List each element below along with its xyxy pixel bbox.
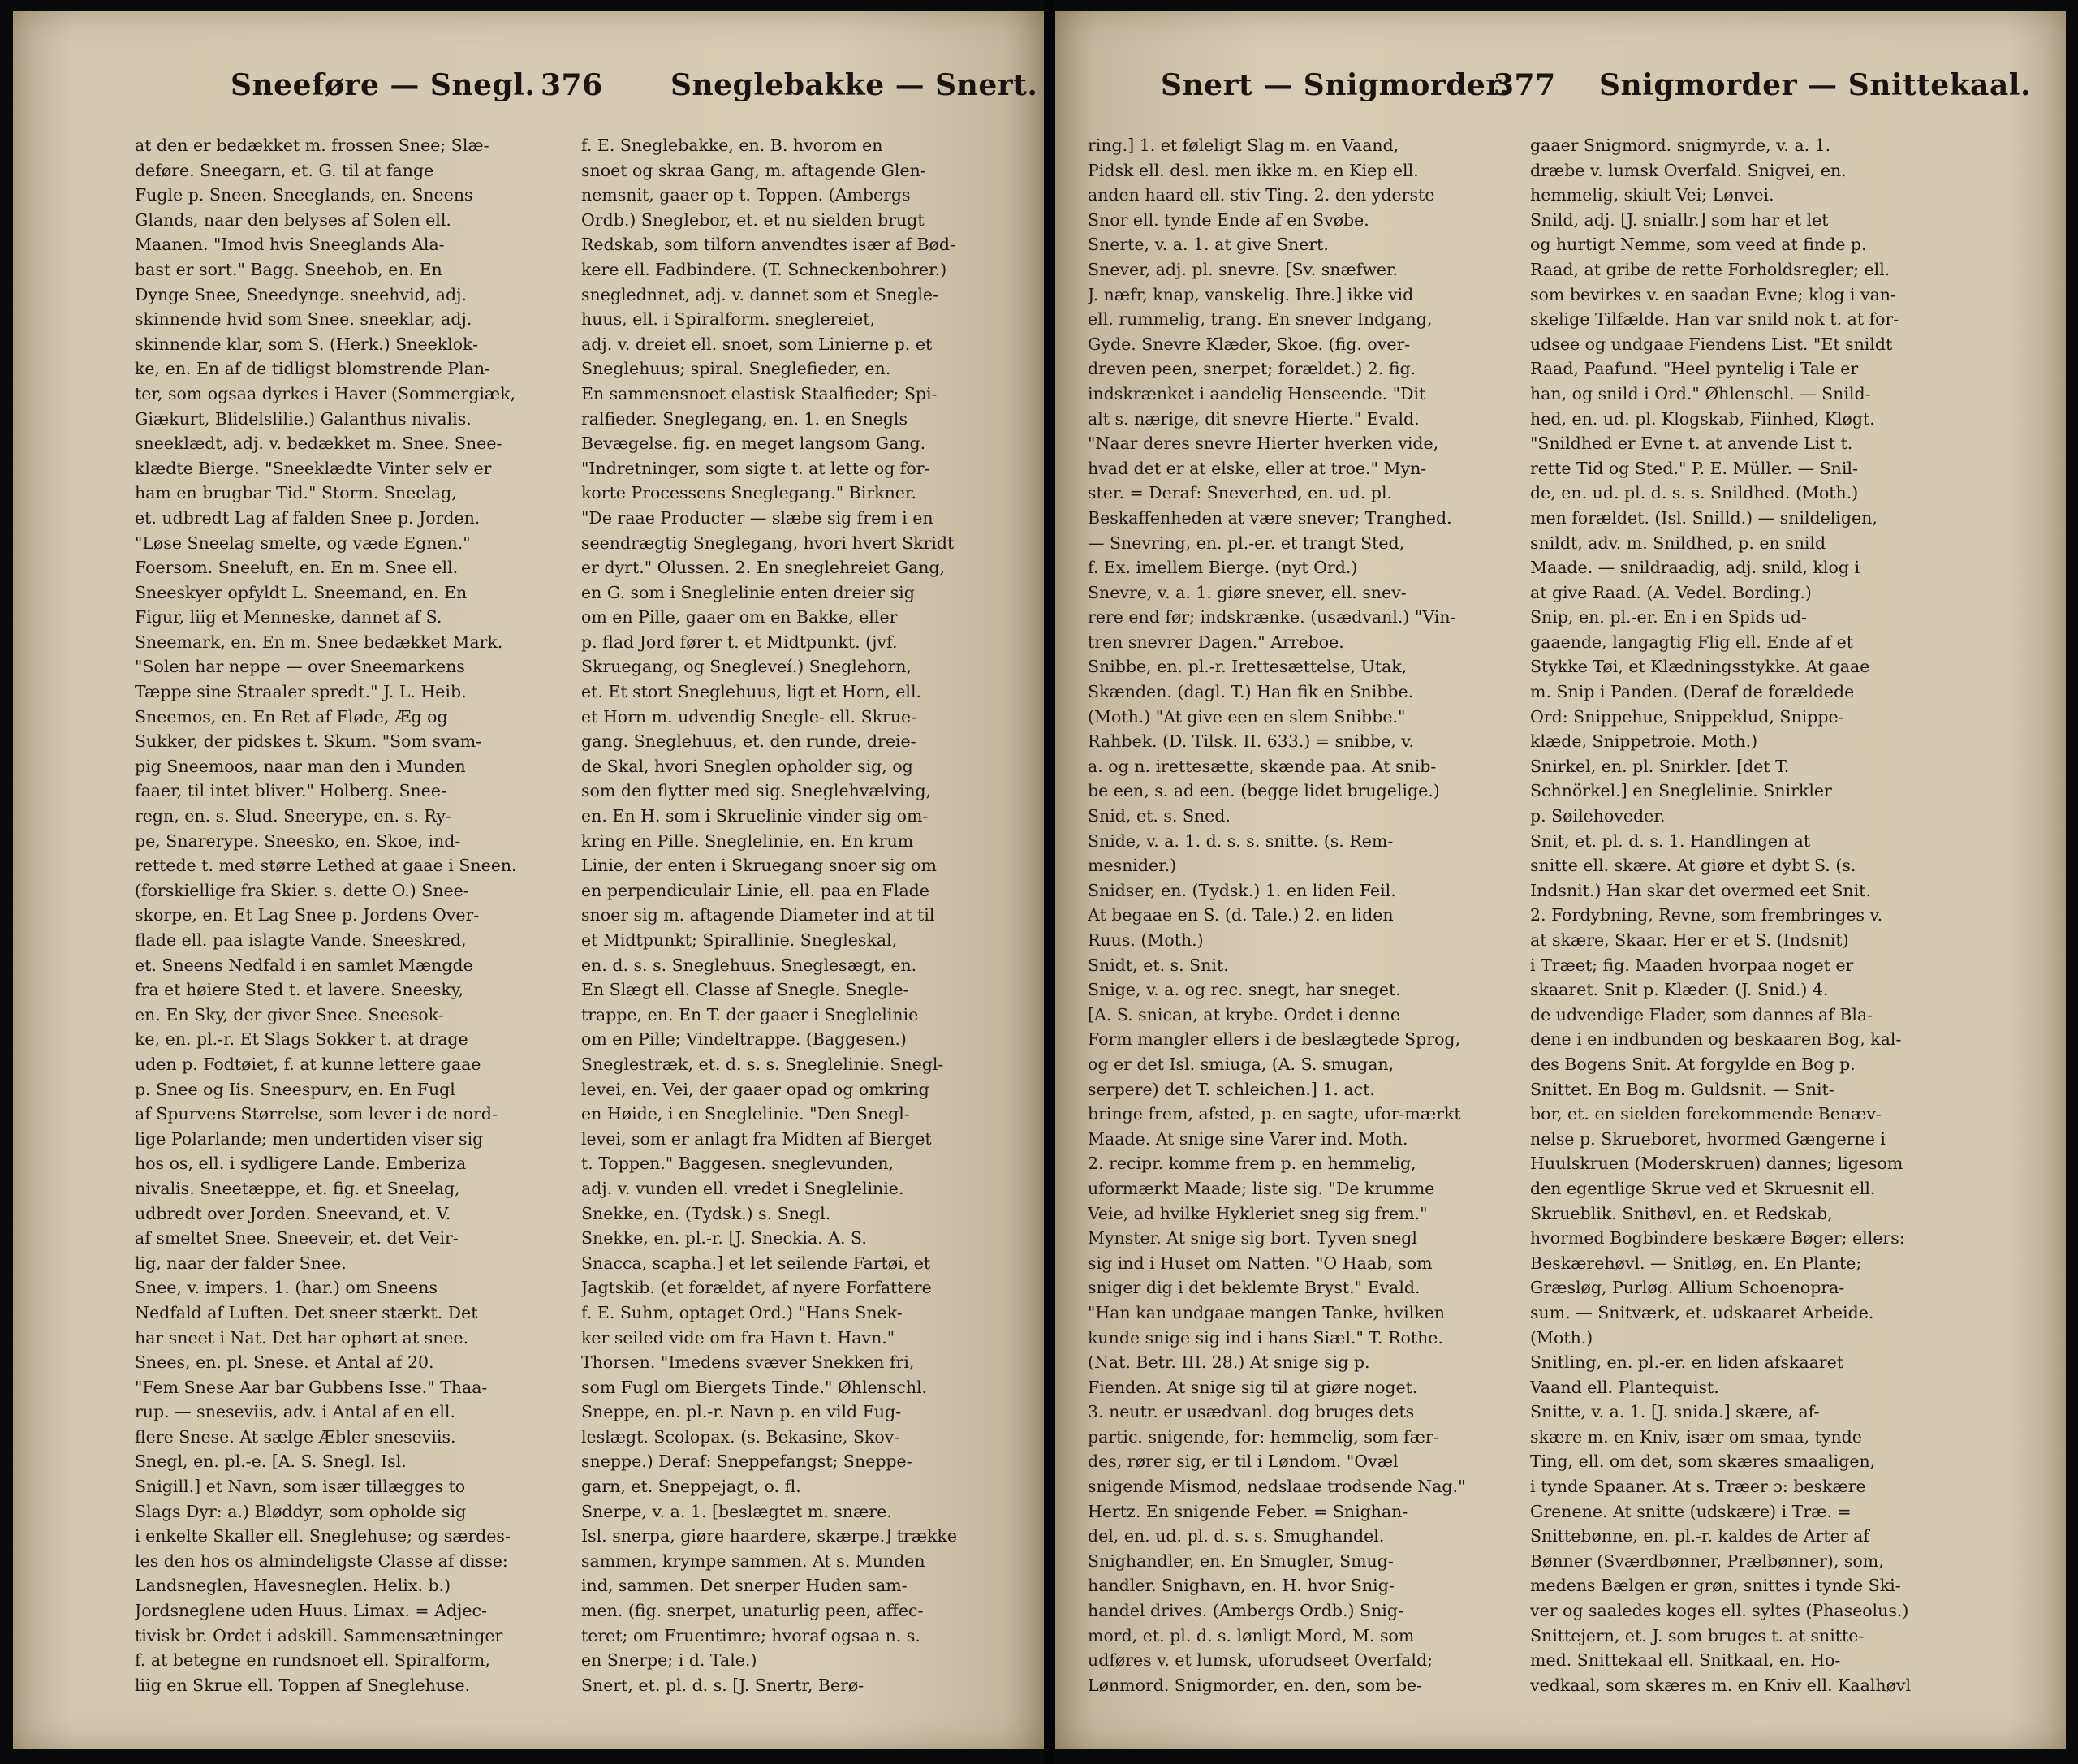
text-line: Isl. snerpa, giøre haardere, skærpe.] trække <box>581 1526 957 1546</box>
page-number: 377 <box>1494 68 1556 102</box>
text-line: Snitling, en. pl.-er. en liden afskaaret <box>1530 1352 1844 1373</box>
text-line: flere Snese. At sælge Æbler sneseviis. <box>135 1426 456 1447</box>
text-line: rette Tid og Sted." P. E. Müller. — Snil- <box>1530 458 1858 478</box>
text-line: snigende Mismod, nedslaae trodsende Nag." <box>1088 1477 1466 1497</box>
text-line: nelse p. Skrueboret, hvormed Gængerne i <box>1530 1128 1886 1149</box>
text-line: "Fem Snese Aar bar Gubbens Isse." Thaa- <box>135 1377 488 1397</box>
text-line: Giækurt, Blidelslilie.) Galanthus nivalis. <box>135 408 472 429</box>
text-line: f. E. Sneglebakke, en. B. hvorom en <box>581 136 883 155</box>
text-line: Pidsk ell. desl. men ikke m. en Kiep ell. <box>1088 160 1419 180</box>
text-line: Skænden. (dagl. T.) Han fik en Snibbe. <box>1088 682 1414 702</box>
text-line: rere end før; indskrænke. (usædvanl.) "Vin- <box>1088 607 1456 628</box>
running-head-left <box>13 68 1044 125</box>
text-line: vedkaal, som skæres m. en Kniv ell. Kaalhøvl <box>1530 1675 1912 1695</box>
text-line: uden p. Fodtøiet, f. at kunne lettere gaae <box>135 1054 481 1074</box>
text-line: hvad det er at elske, eller at troe." Myn- <box>1088 458 1427 478</box>
text-line: ker seiled vide om fra Havn t. Havn." <box>581 1327 895 1348</box>
text-line: En sammensnoet elastisk Staalfieder; Spi- <box>581 383 938 403</box>
text-line: som Fugl om Biergets Tinde." Øhlenschl. <box>581 1377 928 1397</box>
text-line: At begaae en S. (d. Tale.) 2. en liden <box>1088 905 1394 925</box>
text-line: indskrænket i aandelig Henseende. "Dit <box>1088 383 1426 403</box>
text-line: handel drives. (Ambergs Ordb.) Snig- <box>1088 1601 1403 1621</box>
text-line: trappe, en. En T. der gaaer i Sneglelinie <box>581 1004 919 1024</box>
text-line: serpere) det T. schleichen.] 1. act. <box>1088 1079 1375 1099</box>
text-line: (Moth.) "At give een en slem Snibbe." <box>1088 706 1406 727</box>
text-line: Huulskruen (Moderskruen) dannes; ligesom <box>1530 1154 1903 1174</box>
text-line: Form mangler ellers i de beslægtede Sprog, <box>1088 1029 1461 1050</box>
text-line: lige Polarlande; men undertiden viser sig <box>135 1128 484 1149</box>
text-line: Tæppe sine Straaler spredt." J. L. Heib. <box>135 682 467 702</box>
text-line: Sneemark, en. En m. Snee bedækket Mark. <box>135 632 503 652</box>
text-line: "Snildhed er Evne t. at anvende List t. <box>1530 433 1853 454</box>
text-line: Fugle p. Sneen. Sneeglands, en. Sneens <box>135 185 473 205</box>
text-line: Schnörkel.] en Sneglelinie. Snirkler <box>1530 781 1832 801</box>
text-line: teret; om Fruentimre; hvoraf ogsaa n. s. <box>581 1625 920 1645</box>
text-line: nemsnit, gaaer op t. Toppen. (Ambergs <box>581 185 911 205</box>
text-line: garn, et. Sneppejagt, o. fl. <box>581 1477 801 1497</box>
text-line: Snekke, en. (Tydsk.) s. Snegl. <box>581 1203 831 1223</box>
text-line: Snee, v. impers. 1. (har.) om Sneens <box>135 1278 438 1298</box>
text-line: p. flad Jord fører t. et Midtpunkt. (jvf. <box>581 632 898 652</box>
text-line: leslægt. Scolopax. (s. Bekasine, Skov- <box>581 1426 900 1447</box>
text-line: af smeltet Snee. Sneeveir, et. det Veir- <box>135 1228 459 1249</box>
text-line: (Nat. Betr. III. 28.) At snige sig p. <box>1088 1352 1370 1373</box>
text-line: Sneppe, en. pl.-r. Navn p. en vild Fug- <box>581 1402 902 1422</box>
header-right-catchword: Snigmorder — Snittekaal. <box>1599 68 2032 102</box>
text-line: Veie, ad hvilke Hykleriet sneg sig frem." <box>1088 1203 1428 1223</box>
text-line: Snerte, v. a. 1. at give Snert. <box>1088 235 1329 255</box>
text-line: (forskiellige fra Skier. s. dette O.) Snee- <box>135 880 469 900</box>
text-line: Snibbe, en. pl.-r. Irettesættelse, Utak, <box>1088 657 1408 677</box>
text-line: og er det Isl. smiuga, (A. S. smugan, <box>1088 1054 1395 1074</box>
text-line: Snor ell. tynde Ende af en Svøbe. <box>1088 209 1369 230</box>
text-line: be een, s. ad een. (begge lidet brugelige.) <box>1088 781 1440 801</box>
text-line: Maade. — snildraadig, adj. snild, klog i <box>1530 558 1860 578</box>
text-line: udsee og undgaae Fiendens List. "Et snildt <box>1530 334 1893 354</box>
text-column-1 <box>135 133 577 1724</box>
text-line: des, rører sig, er til i Løndom. "Ovæl <box>1088 1451 1399 1472</box>
text-column-2 <box>1530 133 1972 1724</box>
text-line: "Indretninger, som sigte t. at lette og for- <box>581 458 930 478</box>
text-line: Snert, et. pl. d. s. [J. Snertr, Berø- <box>581 1675 864 1695</box>
text-line: faaer, til intet bliver." Holberg. Snee- <box>135 781 446 801</box>
text-line: Beskaffenheden at være snever; Tranghed. <box>1088 507 1452 528</box>
text-line: Snidt, et. s. Snit. <box>1088 955 1229 975</box>
text-column-1 <box>1088 133 1530 1724</box>
text-line: Sukker, der pidskes t. Skum. "Som svam- <box>135 731 482 752</box>
text-line: Snide, v. a. 1. d. s. s. snitte. (s. Rem- <box>1088 830 1394 851</box>
text-line: liig en Skrue ell. Toppen af Sneglehuse. <box>135 1675 471 1695</box>
text-line: en Høide, i en Sneglelinie. "Den Snegl- <box>581 1104 910 1124</box>
text-line: seendrægtig Sneglegang, hvori hvert Skridt <box>581 533 955 553</box>
text-line: Snittebønne, en. pl.-r. kaldes de Arter af <box>1530 1526 1869 1546</box>
right-page <box>1055 11 2066 1749</box>
text-line: Græsløg, Purløg. Allium Schoenopra- <box>1530 1278 1845 1298</box>
text-line: at skære, Skaar. Her er et S. (Indsnit) <box>1530 930 1849 950</box>
text-line: skorpe, en. Et Lag Snee p. Jordens Over- <box>135 905 480 925</box>
text-line: Fienden. At snige sig til at giøre noget. <box>1088 1377 1418 1397</box>
text-line: Dynge Snee, Sneedynge. sneehvid, adj. <box>135 284 467 304</box>
text-line: partic. snigende, for: hemmelig, som fær- <box>1088 1426 1439 1447</box>
text-line: lig, naar der falder Snee. <box>135 1253 347 1273</box>
text-line: Snidser, en. (Tydsk.) 1. en liden Feil. <box>1088 880 1396 900</box>
text-line: Snild, adj. [J. sniallr.] som har et let <box>1530 209 1829 230</box>
text-line: de, en. ud. pl. d. s. s. Snildhed. (Moth.) <box>1530 483 1859 503</box>
text-line: alt s. nærige, dit snevre Hierte." Evald. <box>1088 408 1420 429</box>
text-line: ster. = Deraf: Sneverhed, en. ud. pl. <box>1088 483 1393 503</box>
text-line: [A. S. snican, at krybe. Ordet i denne <box>1088 1004 1400 1024</box>
text-line: levei, en. Vei, der gaaer opad og omkring <box>581 1079 929 1099</box>
text-line: Skrueblik. Snithøvl, en. et Redskab, <box>1530 1203 1833 1223</box>
text-line: sniger dig i det beklemte Bryst." Evald. <box>1088 1278 1421 1298</box>
text-line: som bevirkes v. en saadan Evne; klog i van- <box>1530 284 1896 304</box>
text-line: som den flytter med sig. Sneglehvælving, <box>581 781 932 801</box>
book-gutter <box>1044 0 1055 1764</box>
text-line: Glands, naar den belyses af Solen ell. <box>135 209 451 230</box>
text-line: en. En Sky, der giver Snee. Sneesok- <box>135 1004 444 1024</box>
text-line: han, og snild i Ord." Øhlenschl. — Snild- <box>1530 383 1871 403</box>
text-line: ind, sammen. Det snerper Huden sam- <box>581 1576 908 1596</box>
text-line: Jordsneglene uden Huus. Limax. = Adjec- <box>135 1601 487 1621</box>
text-line: en G. som i Sneglelinie enten dreier sig <box>581 582 915 602</box>
text-line: Ting, ell. om det, som skæres smaaligen, <box>1530 1451 1876 1472</box>
text-line: de udvendige Flader, som dannes af Bla- <box>1530 1004 1873 1024</box>
text-line: i enkelte Skaller ell. Sneglehuse; og særdes- <box>135 1526 511 1546</box>
text-line: den egentlige Skrue ved et Skruesnit ell. <box>1530 1178 1876 1198</box>
text-line: ver og saaledes koges ell. syltes (Phaseolus.) <box>1530 1601 1909 1621</box>
text-line: ell. rummelig, trang. En snever Indgang, <box>1088 309 1433 330</box>
text-line: Linie, der enten i Skruegang snoer sig om <box>581 856 937 876</box>
text-line: Bønner (Sværdbønner, Prælbønner), som, <box>1530 1551 1884 1571</box>
text-line: del, en. ud. pl. d. s. s. Smughandel. <box>1088 1526 1385 1546</box>
text-line: kere ell. Fadbindere. (T. Schneckenbohrer.) <box>581 259 947 279</box>
text-line: i Træet; fig. Maaden hvorpaa noget er <box>1530 955 1854 975</box>
text-line: 2. Fordybning, Revne, som frembringes v. <box>1530 905 1883 925</box>
text-line: "Naar deres snevre Hierter hverken vide, <box>1088 433 1439 454</box>
text-line: Snit, et. pl. d. s. 1. Handlingen at <box>1530 830 1811 851</box>
text-line: snoer sig m. aftagende Diameter ind at til <box>581 905 935 925</box>
text-line: skinnende klar, som S. (Herk.) Sneeklok- <box>135 334 479 354</box>
text-line: Sneglehuus; spiral. Sneglefieder, en. <box>581 359 891 379</box>
text-line: en. d. s. s. Sneglehuus. Sneglesægt, en. <box>581 955 917 975</box>
text-line: Landsneglen, Havesneglen. Helix. b.) <box>135 1576 451 1596</box>
text-line: har sneet i Nat. Det har ophørt at snee. <box>135 1327 469 1348</box>
text-line: hed, en. ud. pl. Klogskab, Fiinhed, Kløgt. <box>1530 408 1875 429</box>
text-line: Snige, v. a. og rec. snegt, har sneget. <box>1088 980 1401 1000</box>
text-line: sneeklædt, adj. v. bedækket m. Snee. Snee- <box>135 433 502 454</box>
text-line: bringe frem, afsted, p. en sagte, ufor-mærkt <box>1088 1104 1461 1124</box>
text-line: Redskab, som tilforn anvendtes især af Bød- <box>581 235 955 255</box>
text-line: ke, en. pl.-r. Et Slags Sokker t. at drage <box>135 1029 468 1050</box>
text-line: snitte ell. skære. At giøre et dybt S. (s. <box>1530 856 1856 876</box>
text-line: Vaand ell. Plantequist. <box>1530 1377 1719 1397</box>
text-line: en Snerpe; i d. Tale.) <box>581 1650 757 1671</box>
text-line: hos os, ell. i sydligere Lande. Emberiza <box>135 1154 467 1174</box>
text-line: huus, ell. i Spiralform. sneglereiet, <box>581 309 876 330</box>
text-line: "De raae Producter — slæbe sig frem i en <box>581 507 933 528</box>
text-line: med. Snittekaal ell. Snitkaal, en. Ho- <box>1530 1650 1841 1671</box>
text-line: snoet og skraa Gang, m. aftagende Glen- <box>581 160 926 180</box>
text-line: f. E. Suhm, optaget Ord.) "Hans Snek- <box>581 1302 903 1322</box>
text-line: en perpendiculair Linie, ell. paa en Flade <box>581 880 929 900</box>
text-line: ter, som ogsaa dyrkes i Haver (Sommergiæk, <box>135 383 516 403</box>
text-line: sneppe.) Deraf: Sneppefangst; Sneppe- <box>581 1451 912 1472</box>
text-line: les den hos os almindeligste Classe af disse: <box>135 1551 508 1571</box>
text-line: Sneemos, en. En Ret af Fløde, Æg og <box>135 706 448 727</box>
text-line: anden haard ell. stiv Ting. 2. den yderste <box>1088 185 1435 205</box>
text-line: Snittet. En Bog m. Guldsnit. — Snit- <box>1530 1079 1834 1099</box>
text-line: et Horn m. udvendig Snegle- ell. Skrue- <box>581 706 917 727</box>
text-line: Maanen. "Imod hvis Sneeglands Ala- <box>135 235 445 255</box>
text-line: pe, Snarerype. Sneesko, en. Skoe, ind- <box>135 830 461 851</box>
text-line: skinnende hvid som Snee. sneeklar, adj. <box>135 309 472 330</box>
text-line: af Spurvens Størrelse, som lever i de nord- <box>135 1104 498 1124</box>
left-page <box>13 11 1044 1749</box>
text-line: Snacca, scapha.] et let seilende Fartøi, et <box>581 1253 931 1273</box>
text-line: regn, en. s. Slud. Sneerype, en. s. Ry- <box>135 806 451 826</box>
text-line: — Snevring, en. pl.-er. et trangt Sted, <box>1088 533 1405 553</box>
text-line: des Bogens Snit. At forgylde en Bog p. <box>1530 1054 1856 1074</box>
text-line: snildt, adv. m. Snildhed, p. en snild <box>1530 533 1826 553</box>
text-line: medens Bælgen er grøn, snittes i tynde Ski- <box>1530 1576 1901 1596</box>
text-line: Skruegang, og Snegleveí.) Sneglehorn, <box>581 657 912 677</box>
text-line: Sneeskyer opfyldt L. Sneemand, en. En <box>135 582 468 602</box>
text-line: Snid, et. s. Sned. <box>1088 806 1231 826</box>
text-line: Rahbek. (D. Tilsk. II. 633.) = snibbe, v. <box>1088 731 1414 752</box>
text-line: gaaer Snigmord. snigmyrde, v. a. 1. <box>1530 136 1831 155</box>
text-line: Snever, adj. pl. snevre. [Sv. snæfwer. <box>1088 259 1399 279</box>
text-line: hemmelig, skiult Vei; Lønvei. <box>1530 185 1774 205</box>
text-line: dræbe v. lumsk Overfald. Snigvei, en. <box>1530 160 1847 180</box>
text-line: Raad, at gribe de rette Forholdsregler; ell. <box>1530 259 1890 279</box>
text-line: de Skal, hvori Sneglen opholder sig, og <box>581 756 913 776</box>
text-line: et. Et stort Sneglehuus, ligt et Horn, ell. <box>581 682 922 702</box>
text-line: Snegl, en. pl.-e. [A. S. Snegl. Isl. <box>135 1451 407 1472</box>
text-line: Thorsen. "Imedens svæver Snekken fri, <box>581 1352 915 1373</box>
text-line: Snip, en. pl.-er. En i en Spids ud- <box>1530 607 1807 628</box>
text-line: Stykke Tøi, et Klædningsstykke. At gaae <box>1530 657 1870 677</box>
text-line: men forældet. (Isl. Snilld.) — snildeligen, <box>1530 507 1878 528</box>
text-line: kring en Pille. Sneglelinie, en. En krum <box>581 830 914 851</box>
text-line: sig ind i Huset om Natten. "O Haab, som <box>1088 1253 1433 1273</box>
text-line: En Slægt ell. Classe af Snegle. Snegle- <box>581 980 909 1000</box>
text-line: mord, et. pl. d. s. lønligt Mord, M. som <box>1088 1625 1415 1645</box>
text-line: pig Sneemoos, naar man den i Munden <box>135 756 466 776</box>
text-line: uformærkt Maade; liste sig. "De krumme <box>1088 1178 1435 1198</box>
text-line: ralfieder. Sneglegang, en. 1. en Snegls <box>581 408 908 429</box>
text-line: gang. Sneglehuus, et. den runde, dreie- <box>581 731 916 752</box>
text-line: Snees, en. pl. Snese. et Antal af 20. <box>135 1352 434 1373</box>
text-line: om en Pille, gaaer om en Bakke, eller <box>581 607 898 628</box>
text-line: Jagtskib. (et forældet, af nyere Forfattere <box>581 1278 932 1298</box>
text-line: deføre. Sneegarn, et. G. til at fange <box>135 160 434 180</box>
text-line: Grenene. At snitte (udskære) i Træ. = <box>1530 1501 1852 1521</box>
text-line: levei, som er anlagt fra Midten af Bierget <box>581 1128 932 1149</box>
text-line: og hurtigt Nemme, som veed at finde p. <box>1530 235 1867 255</box>
text-line: i tynde Spaaner. At s. Træer ɔ: beskære <box>1530 1477 1866 1497</box>
text-line: Gyde. Snevre Klæder, Skoe. (fig. over- <box>1088 334 1411 354</box>
text-line: ring.] 1. et føleligt Slag m. en Vaand, <box>1088 136 1399 155</box>
text-line: Snekke, en. pl.-r. [J. Sneckia. A. S. <box>581 1228 867 1249</box>
text-line: Mynster. At snige sig bort. Tyven snegl <box>1088 1228 1417 1249</box>
text-line: Ord: Snippehue, Snippeklud, Snippe- <box>1530 706 1844 727</box>
page-number: 376 <box>541 68 603 102</box>
text-line: Snigill.] et Navn, som især tillægges to <box>135 1477 466 1497</box>
text-line: (Moth.) <box>1530 1327 1593 1348</box>
text-line: mesnider.) <box>1088 856 1177 876</box>
text-line: nivalis. Sneetæppe, et. fig. et Sneelag, <box>135 1178 460 1198</box>
text-line: a. og n. irettesætte, skænde paa. At snib- <box>1088 756 1437 776</box>
text-line: hvormed Bogbindere beskære Bøger; ellers: <box>1530 1228 1905 1249</box>
text-line: tivisk br. Ordet i adskill. Sammensætninger <box>135 1625 503 1645</box>
text-line: Snitte, v. a. 1. [J. snida.] skære, af- <box>1530 1402 1820 1422</box>
text-line: om en Pille; Vindeltrappe. (Baggesen.) <box>581 1029 907 1050</box>
text-line: klædte Bierge. "Sneeklædte Vinter selv er <box>135 458 492 478</box>
text-line: et. Sneens Nedfald i en samlet Mængde <box>135 955 473 975</box>
text-line: Snerpe, v. a. 1. [beslægtet m. snære. <box>581 1501 892 1521</box>
text-line: p. Snee og Iis. Sneespurv, en. En Fugl <box>135 1079 455 1099</box>
running-head-right <box>1055 68 2066 125</box>
text-line: Lønmord. Snigmorder, en. den, som be- <box>1088 1675 1423 1695</box>
text-line: fra et høiere Sted t. et lavere. Sneesky, <box>135 980 464 1000</box>
header-left-catchword: Snert — Snigmorder. <box>1161 68 1510 102</box>
text-line: sammen, krympe sammen. At s. Munden <box>581 1551 925 1571</box>
text-line: 3. neutr. er usædvanl. dog bruges dets <box>1088 1402 1415 1422</box>
text-line: gaaende, langagtig Flig ell. Ende af et <box>1530 632 1853 652</box>
text-line: skære m. en Kniv, især om smaa, tynde <box>1530 1426 1862 1447</box>
text-line: Snittejern, et. J. som bruges t. at snitte- <box>1530 1625 1865 1645</box>
text-line: "Solen har neppe — over Sneemarkens <box>135 657 465 677</box>
text-line: ham en brugbar Tid." Storm. Sneelag, <box>135 483 457 503</box>
text-line: Figur, liig et Menneske, dannet af S. <box>135 607 442 628</box>
text-line: 2. recipr. komme frem p. en hemmelig, <box>1088 1154 1416 1174</box>
text-line: ke, en. En af de tidligst blomstrende Plan- <box>135 359 490 379</box>
text-line: Snevre, v. a. 1. giøre snever, ell. snev- <box>1088 582 1407 602</box>
text-line: tren snevrer Dagen." Arreboe. <box>1088 632 1344 652</box>
text-line: Bevægelse. fig. en meget langsom Gang. <box>581 433 926 454</box>
text-line: f. at betegne en rundsnoet ell. Spiralform, <box>135 1650 490 1671</box>
text-line: et. udbredt Lag af falden Snee p. Jorden. <box>135 507 481 528</box>
text-line: flade ell. paa islagte Vande. Sneeskred, <box>135 930 467 950</box>
text-line: skaaret. Snit p. Klæder. (J. Snid.) 4. <box>1530 980 1829 1000</box>
text-line: Sneglestræk, et. d. s. s. Sneglelinie. Snegl- <box>581 1054 944 1074</box>
text-line: rup. — sneseviis, adv. i Antal af en ell. <box>135 1402 456 1422</box>
text-line: handler. Snighavn, en. H. hvor Snig- <box>1088 1576 1395 1596</box>
text-line: adj. v. dreiet ell. snoet, som Linierne p. et <box>581 334 933 354</box>
text-line: "Løse Sneelag smelte, og væde Egnen." <box>135 533 471 553</box>
text-line: t. Toppen." Baggesen. sneglevunden, <box>581 1154 894 1174</box>
text-line: adj. v. vunden ell. vredet i Sneglelinie. <box>581 1178 904 1198</box>
text-line: Snirkel, en. pl. Snirkler. [det T. <box>1530 756 1790 776</box>
text-line: Raad, Paafund. "Heel pyntelig i Tale er <box>1530 359 1859 379</box>
text-line: en. En H. som i Skruelinie vinder sig om- <box>581 806 929 826</box>
text-line: dene i en indbunden og beskaaren Bog, kal- <box>1530 1029 1902 1050</box>
text-line: bor, et. en sielden forekommende Benæv- <box>1530 1104 1882 1124</box>
text-line: "Han kan undgaae mangen Tanke, hvilken <box>1088 1302 1445 1322</box>
text-line: Foersom. Sneeluft, en. En m. Snee ell. <box>135 558 459 578</box>
text-line: udføres v. et lumsk, uforudseet Overfald; <box>1088 1650 1433 1671</box>
text-line: kunde snige sig ind i hans Siæl." T. Rothe. <box>1088 1327 1443 1348</box>
header-right-catchword: Sneglebakke — Snert. <box>670 68 1038 102</box>
text-line: bast er sort." Bagg. Sneehob, en. En <box>135 259 442 279</box>
text-line: at give Raad. (A. Vedel. Bording.) <box>1530 582 1812 602</box>
text-line: Slags Dyr: a.) Bløddyr, som opholde sig <box>135 1501 467 1521</box>
text-line: dreven peen, snerpet; forældet.) 2. fig. <box>1088 359 1416 379</box>
text-line: Hertz. En snigende Feber. = Snighan- <box>1088 1501 1408 1521</box>
text-line: Indsnit.) Han skar det overmed eet Snit. <box>1530 880 1871 900</box>
text-line: Ruus. (Moth.) <box>1088 930 1204 950</box>
text-line: Ordb.) Sneglebor, et. et nu sielden brugt <box>581 209 925 230</box>
text-line: udbredt over Jorden. Sneevand, et. V. <box>135 1203 451 1223</box>
text-line: er dyrt." Olussen. 2. En sneglehreiet Gang, <box>581 558 946 578</box>
text-line: korte Processens Sneglegang." Birkner. <box>581 483 916 503</box>
text-line: f. Ex. imellem Bierge. (nyt Ord.) <box>1088 558 1358 578</box>
text-line: Snighandler, en. En Smugler, Smug- <box>1088 1551 1394 1571</box>
text-line: m. Snip i Panden. (Deraf de forældede <box>1530 682 1855 702</box>
text-line: klæde, Snippetroie. Moth.) <box>1530 731 1758 752</box>
text-line: at den er bedækket m. frossen Snee; Slæ- <box>135 136 489 155</box>
text-line: Maade. At snige sine Varer ind. Moth. <box>1088 1128 1408 1149</box>
text-line: Beskærehøvl. — Snitløg, en. En Plante; <box>1530 1253 1862 1273</box>
text-line: rettede t. med større Lethed at gaae i Sneen. <box>135 856 517 876</box>
text-line: p. Søilehoveder. <box>1530 806 1666 826</box>
text-line: men. (fig. snerpet, unaturlig peen, affec- <box>581 1601 924 1621</box>
header-left-catchword: Sneeføre — Snegl. <box>231 68 536 102</box>
text-line: et Midtpunkt; Spirallinie. Snegleskal, <box>581 930 898 950</box>
text-column-2 <box>581 133 1024 1724</box>
text-line: sum. — Snitværk, et. udskaaret Arbeide. <box>1530 1302 1874 1322</box>
text-line: sneglednnet, adj. v. dannet som et Snegle- <box>581 284 938 304</box>
text-line: J. næfr, knap, vanskelig. Ihre.] ikke vid <box>1088 284 1414 304</box>
text-line: Nedfald af Luften. Det sneer stærkt. Det <box>135 1302 478 1322</box>
text-line: skelige Tilfælde. Han var snild nok t. at for- <box>1530 309 1899 330</box>
